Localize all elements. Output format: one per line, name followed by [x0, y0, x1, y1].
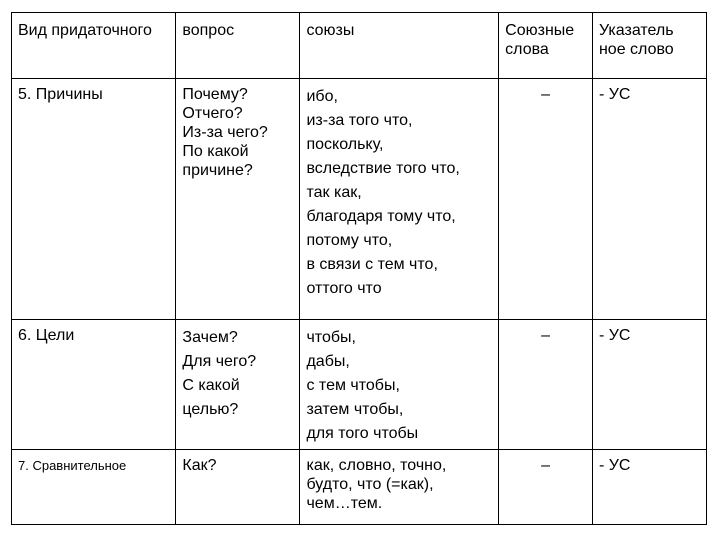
conjunction-line: для того чтобы	[306, 425, 419, 442]
table-row	[12, 320, 707, 450]
clauses-table	[11, 12, 707, 525]
question-line: С какой целью?	[182, 377, 240, 418]
cell-conjunctions	[300, 450, 499, 525]
header-cell-conjunctions: союзы	[300, 13, 499, 79]
cell-type: 5. Причины	[12, 79, 176, 320]
header-cell-conj-words: Союзные слова	[499, 13, 593, 79]
cell-questions	[176, 79, 300, 320]
conjunction-line: чем…тем.	[306, 495, 383, 512]
cell-pointer: - УС	[592, 450, 706, 525]
question-line: Зачем?	[182, 329, 238, 346]
question-line: Для чего?	[182, 353, 257, 370]
question-line: Отчего?	[182, 105, 243, 122]
header-cell-pointer: Указатель ное слово	[592, 13, 706, 79]
cell-type: 7. Сравнительное	[12, 450, 176, 525]
conjunction-line: из-за того что,	[306, 112, 413, 129]
conjunction-line: с тем чтобы,	[306, 377, 400, 394]
cell-conjunctions	[300, 320, 499, 450]
conjunction-line: ибо,	[306, 88, 338, 105]
conjunction-line: поскольку,	[306, 136, 384, 153]
cell-questions	[176, 320, 300, 450]
cell-conj-words: –	[499, 320, 593, 450]
table-row	[12, 450, 707, 525]
cell-pointer: - УС	[592, 320, 706, 450]
cell-conj-words: –	[499, 79, 593, 320]
question-line: Из-за чего?	[182, 124, 268, 141]
conjunction-line: в связи с тем что,	[306, 256, 438, 273]
conjunction-line: так как,	[306, 184, 362, 201]
conjunction-line: потому что,	[306, 232, 393, 249]
conjunction-line: оттого что	[306, 280, 382, 297]
conjunction-line: благодаря тому что,	[306, 208, 456, 225]
conjunction-line: затем чтобы,	[306, 401, 404, 418]
conjunction-line: будто, что (=как),	[306, 476, 434, 493]
header-cell-question: вопрос	[176, 13, 300, 79]
cell-type: 6. Цели	[12, 320, 176, 450]
header-cell-type: Вид придаточного	[12, 13, 176, 79]
conjunction-line: как, словно, точно,	[306, 457, 447, 474]
cell-conj-words: –	[499, 450, 593, 525]
conjunction-line: дабы,	[306, 353, 350, 370]
question-line: Как?	[182, 457, 217, 474]
cell-questions	[176, 450, 300, 525]
header-row	[12, 13, 707, 79]
conjunction-line: чтобы,	[306, 329, 356, 346]
question-line: Почему?	[182, 86, 248, 103]
question-line: По какой причине?	[182, 143, 253, 179]
conjunction-line: вследствие того что,	[306, 160, 460, 177]
table-row	[12, 79, 707, 320]
cell-conjunctions	[300, 79, 499, 320]
cell-pointer: - УС	[592, 79, 706, 320]
